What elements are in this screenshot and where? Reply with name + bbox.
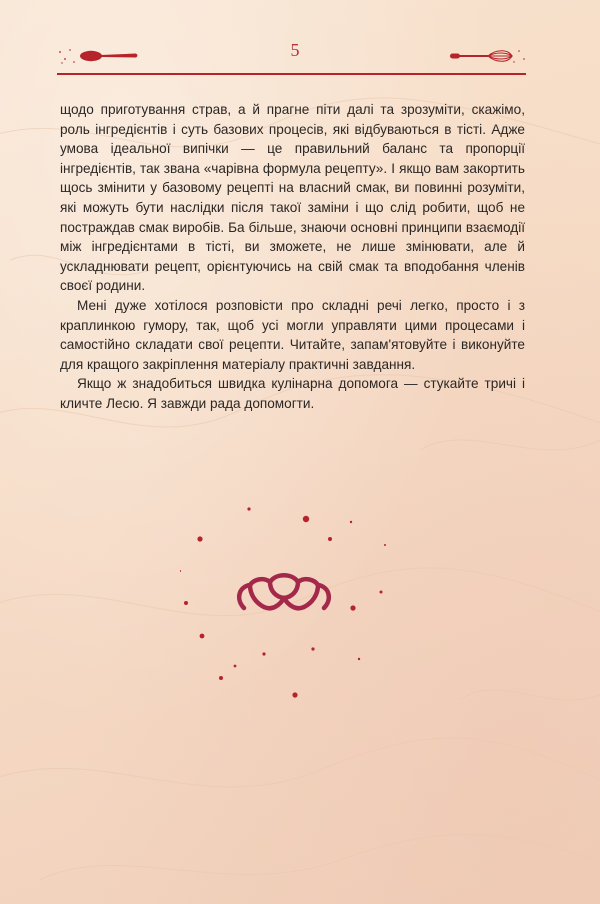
header-divider [57, 73, 526, 75]
spoon-icon [56, 46, 140, 66]
croissant-icon [239, 575, 329, 608]
paragraph: Мені дуже хотілося розповісти про складні речі легко, просто і з краплинкою гумору, так, щоб усі могли управляти цими процесами і самостійно складати свої рецепти. Читайте, запам'ятовуйте і виконуйте для кращого закріплення матеріалу практичні завдання. [60, 297, 525, 372]
page-number: 5 [290, 40, 300, 60]
paragraph: щодо приготування страв, а й прагне піти далі та зрозуміти, скажімо, роль інгредієнтів і суть базових процесів, які відбуваються в тісті. Адже умова ідеальної випічки — це правильний баланс та пропорції інгредієнтів, так звана «чарівна формула рецепту». І якщо вам закортить щось змінити у базовому рецепті на власний смак, ви повинні розуміти, які можуть бути наслідки після такої заміни і що слід робити, щоб не постраждав смак виробів. Ба більше, знаючи основні принципи взаємодії між інгредієнтами в тісті, ви зможете, не лише змінювати, але й ускладнювати рецепт, орієнтуючись на свій смак та вподобання членів своєї родини. [60, 102, 525, 294]
page-header [0, 0, 600, 90]
whisk-icon [448, 46, 528, 66]
croissant-ornament [180, 505, 400, 705]
paragraph: Якщо ж знадобиться швидка кулінарна допомога — стукайте тричі і кличте Лесю. Я завжди рада допомогти. [60, 376, 525, 411]
body-text [60, 100, 525, 414]
